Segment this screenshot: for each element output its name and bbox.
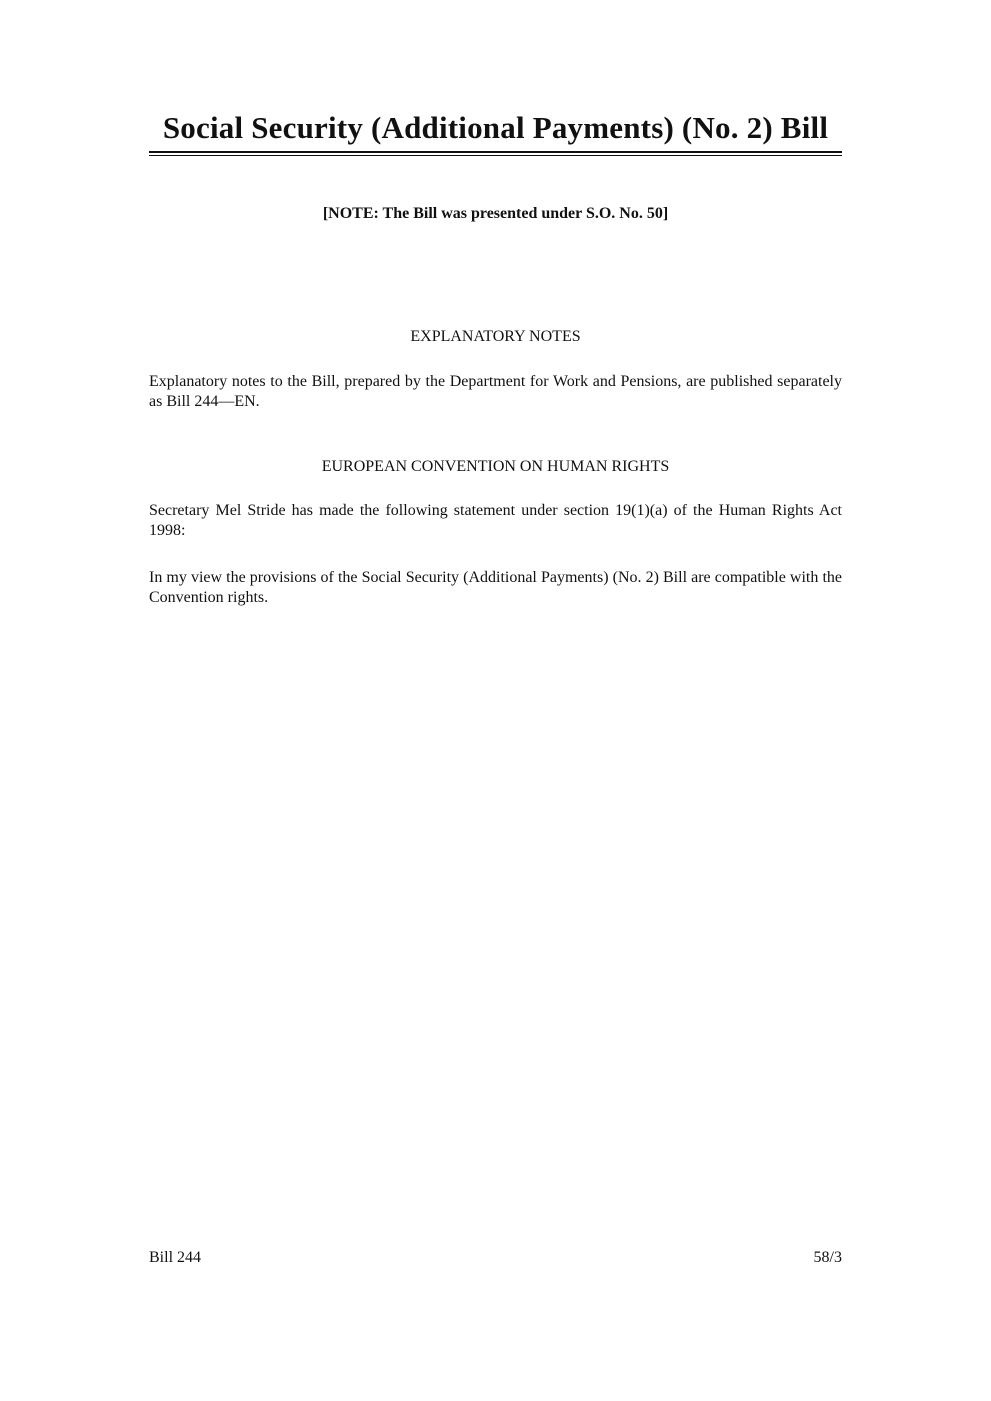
presentation-note: [NOTE: The Bill was presented under S.O. No. 50]: [322, 205, 669, 222]
footer-reference: 58/3: [813, 1249, 842, 1266]
footer-bill-number: Bill 244: [149, 1249, 202, 1266]
bill-title: Social Security (Additional Payments) (No. 2) Bill: [162, 110, 829, 145]
echr-statement: Secretary Mel Stride has made the following statement under section 19(1)(a) of the Human Rights Act 1998:: [149, 502, 842, 539]
echr-heading: EUROPEAN CONVENTION ON HUMAN RIGHTS: [321, 458, 670, 475]
explanatory-notes-heading: EXPLANATORY NOTES: [410, 328, 581, 345]
title-rule-thick: [149, 151, 842, 153]
title-rule-thin: [149, 155, 842, 156]
echr-view: In my view the provisions of the Social Security (Additional Payments) (No. 2) Bill are compatible with the Convention rights.: [149, 569, 842, 606]
explanatory-notes-text: Explanatory notes to the Bill, prepared by the Department for Work and Pensions, are published separately as Bill 244—EN.: [149, 373, 842, 410]
